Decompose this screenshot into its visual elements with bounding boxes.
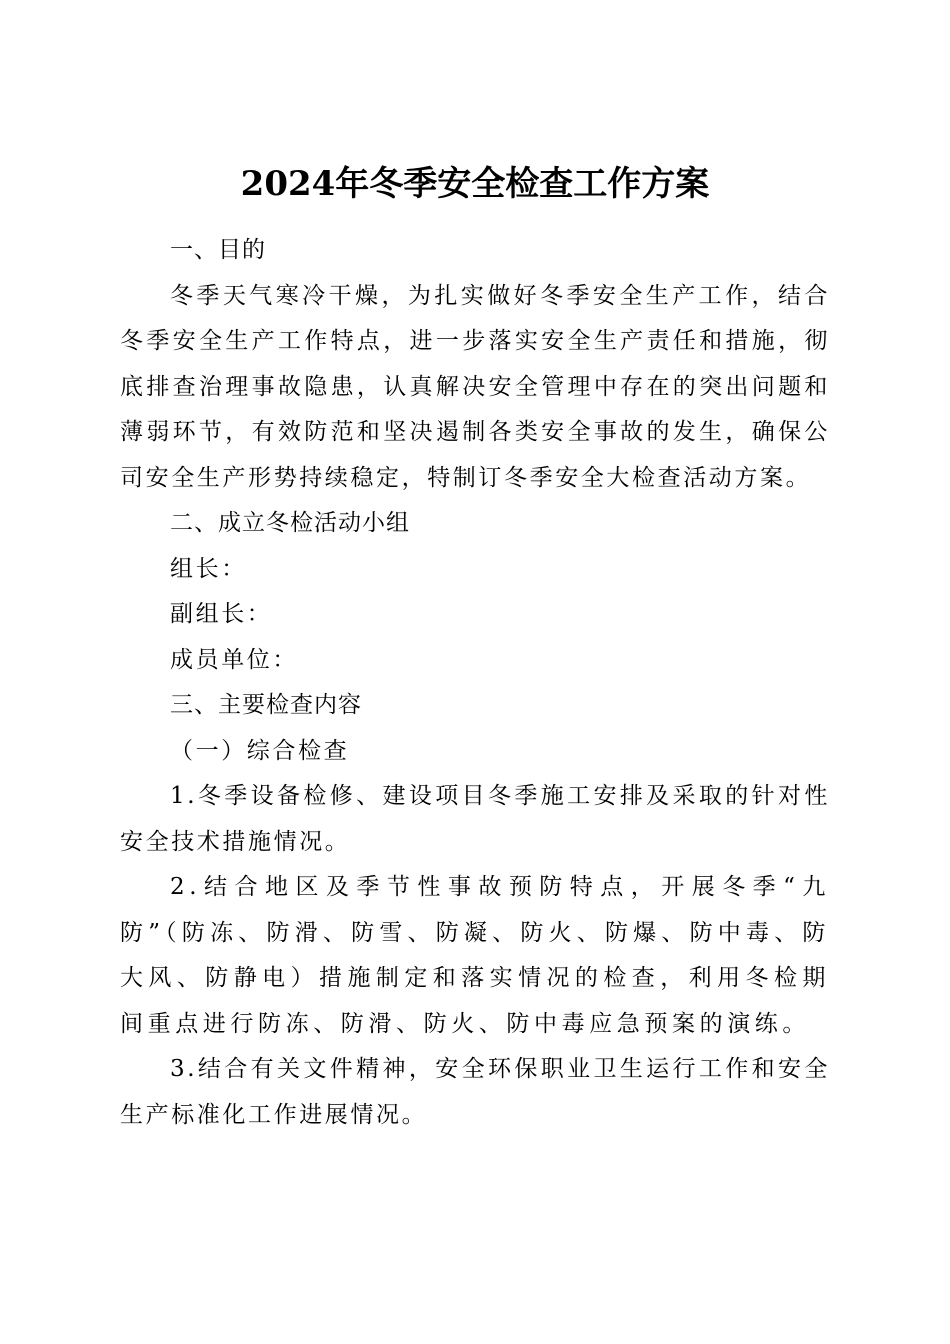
section-heading-inspection: 三、主要检查内容: [170, 692, 362, 718]
team-deputy-field: 副组长：: [170, 601, 273, 627]
purpose-paragraph: 冬季天气寒冷干燥，为扎实做好冬季安全生产工作，结合冬季安全生产工作特点，进一步落实安全生产责任和措施，彻底排查治理事故隐患，认真解决安全管理中存在的突出问题和薄弱环节，有效防范和坚决遏制各类安全事故的发生，确保公司安全生产形势持续稳定，特制订冬季安全大检查活动方案。: [120, 282, 830, 491]
section-heading-purpose: 一、目的: [170, 237, 266, 263]
section-heading-team: 二、成立冬检活动小组: [170, 510, 410, 536]
document-body: [120, 228, 830, 1138]
team-leader-field: 组长：: [170, 555, 247, 582]
inspection-item-3: 3.结合有关文件精神，安全环保职业卫生运行工作和安全生产标准化工作进展情况。: [120, 1056, 830, 1128]
inspection-item-1: 1.冬季设备检修、建设项目冬季施工安排及采取的针对性安全技术措施情况。: [120, 783, 830, 855]
subsection-heading-general: （一）综合检查: [170, 737, 350, 764]
team-members-field: 成员单位：: [170, 646, 298, 673]
inspection-item-2: 2.结合地区及季节性事故预防特点，开展冬季“九防”（防冻、防滑、防雪、防凝、防火、防爆、防中毒、防大风、防静电）措施制定和落实情况的检查，利用冬检期间重点进行防冻、防滑、防火、防中毒应急预案的演练。: [120, 874, 830, 1037]
document-title: 2024年冬季安全检查工作方案: [240, 163, 710, 204]
